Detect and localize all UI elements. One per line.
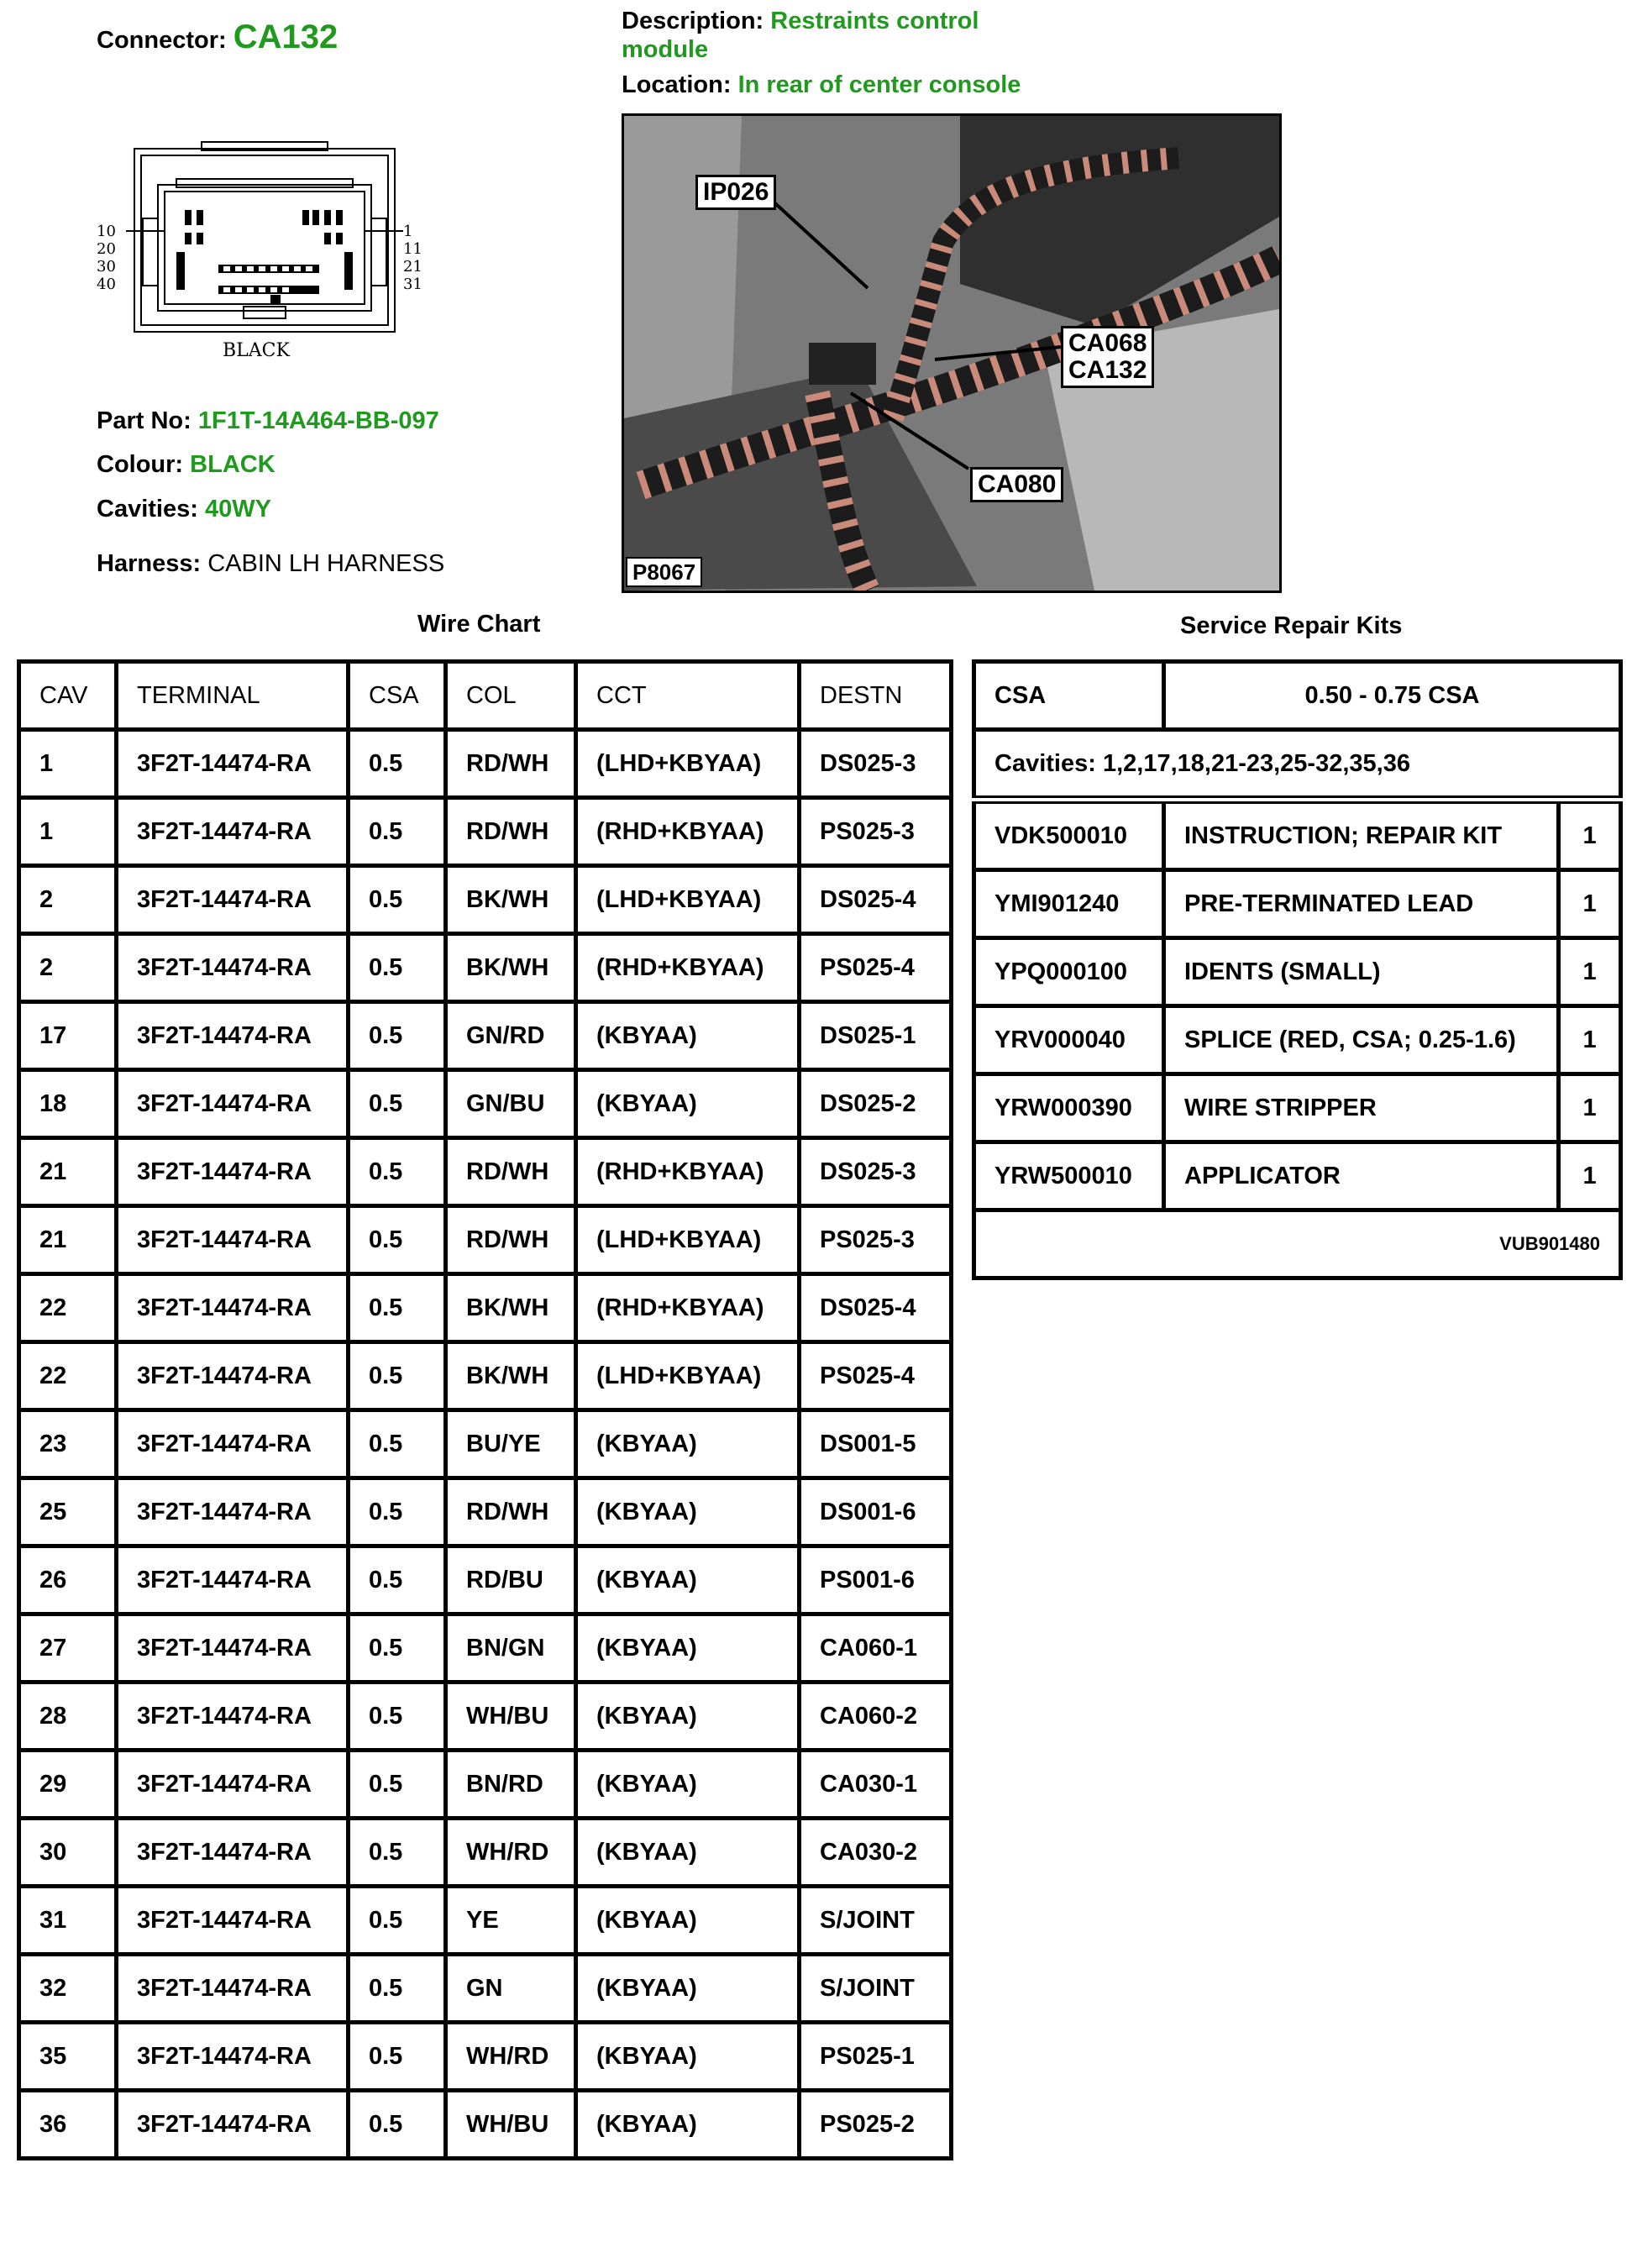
cell-csa: 0.5 xyxy=(349,866,446,934)
cell-destn: CA060-1 xyxy=(800,1614,952,1683)
cell-csa: 0.5 xyxy=(349,1206,446,1274)
cell-cav: 22 xyxy=(19,1274,117,1342)
description-value: Restraints control xyxy=(770,8,979,34)
cell-cct: (KBYAA) xyxy=(576,1478,800,1546)
cell-terminal: 3F2T-14474-RA xyxy=(117,1546,349,1614)
cell-col: RD/BU xyxy=(446,1546,576,1614)
cell-csa: 0.5 xyxy=(349,1410,446,1478)
part-no-label: Part No: xyxy=(97,407,192,434)
cell-csa: 0.5 xyxy=(349,730,446,798)
cell-csa: 0.5 xyxy=(349,1342,446,1410)
cell-csa: 0.5 xyxy=(349,1887,446,1955)
kit-part-number: YRW000390 xyxy=(974,1074,1164,1142)
kits-cavities: Cavities: 1,2,17,18,21-23,25-32,35,36 xyxy=(974,730,1621,801)
cell-csa: 0.5 xyxy=(349,1478,446,1546)
kits-footer-row xyxy=(974,1210,1621,1278)
cell-csa: 0.5 xyxy=(349,1070,446,1138)
cell-terminal: 3F2T-14474-RA xyxy=(117,1683,349,1751)
cell-destn: S/JOINT xyxy=(800,1887,952,1955)
pin-number: 10 xyxy=(97,223,116,240)
cell-csa: 0.5 xyxy=(349,1751,446,1819)
kit-part-number: YRV000040 xyxy=(974,1006,1164,1074)
cell-destn: PS025-4 xyxy=(800,934,952,1002)
col-header-cav: CAV xyxy=(19,662,117,730)
cell-col: RD/WH xyxy=(446,1206,576,1274)
table-row xyxy=(19,1070,952,1138)
kit-quantity: 1 xyxy=(1559,870,1621,938)
kit-quantity: 1 xyxy=(1559,938,1621,1006)
cell-cav: 35 xyxy=(19,2023,117,2091)
cell-destn: PS025-3 xyxy=(800,798,952,866)
cell-cav: 17 xyxy=(19,1002,117,1070)
harness-value: CABIN LH HARNESS xyxy=(207,550,445,577)
cell-cav: 2 xyxy=(19,934,117,1002)
table-row xyxy=(19,2091,952,2159)
cell-cct: (RHD+KBYAA) xyxy=(576,934,800,1002)
kit-part-number: VDK500010 xyxy=(974,800,1164,870)
cell-col: RD/WH xyxy=(446,730,576,798)
table-row xyxy=(19,1887,952,1955)
repair-kits-body xyxy=(974,662,1621,1278)
kit-part-number: YMI901240 xyxy=(974,870,1164,938)
table-row xyxy=(974,1006,1621,1074)
cell-cav: 21 xyxy=(19,1206,117,1274)
pin-numbers-left xyxy=(97,223,116,293)
kits-cavities-row xyxy=(974,730,1621,801)
kit-description: APPLICATOR xyxy=(1164,1142,1559,1210)
table-row xyxy=(974,1142,1621,1210)
pin-number: 1 xyxy=(403,223,413,240)
kit-description: PRE-TERMINATED LEAD xyxy=(1164,870,1559,938)
cell-col: BK/WH xyxy=(446,1342,576,1410)
connector-value: CA132 xyxy=(233,18,338,55)
cell-cav: 30 xyxy=(19,1819,117,1887)
cell-destn: DS001-5 xyxy=(800,1410,952,1478)
table-row xyxy=(19,1683,952,1751)
location xyxy=(622,71,1021,99)
cell-cct: (RHD+KBYAA) xyxy=(576,798,800,866)
cell-cav: 2 xyxy=(19,866,117,934)
pin-number: 20 xyxy=(97,240,116,258)
cell-col: WH/BU xyxy=(446,2091,576,2159)
cell-cct: (LHD+KBYAA) xyxy=(576,1206,800,1274)
kit-description: INSTRUCTION; REPAIR KIT xyxy=(1164,800,1559,870)
pin-numbers-right xyxy=(403,223,422,293)
table-row xyxy=(19,866,952,934)
harness-label: Harness: xyxy=(97,550,202,577)
cell-csa: 0.5 xyxy=(349,1614,446,1683)
cell-destn: PS025-1 xyxy=(800,2023,952,2091)
cell-terminal: 3F2T-14474-RA xyxy=(117,1887,349,1955)
kit-description: IDENTS (SMALL) xyxy=(1164,938,1559,1006)
kit-description: SPLICE (RED, CSA; 0.25-1.6) xyxy=(1164,1006,1559,1074)
cell-terminal: 3F2T-14474-RA xyxy=(117,1206,349,1274)
cell-cct: (KBYAA) xyxy=(576,1546,800,1614)
cell-cct: (KBYAA) xyxy=(576,1410,800,1478)
cell-terminal: 3F2T-14474-RA xyxy=(117,866,349,934)
cell-cct: (KBYAA) xyxy=(576,1002,800,1070)
colour xyxy=(97,451,275,479)
cell-col: RD/WH xyxy=(446,1478,576,1546)
table-row xyxy=(974,1074,1621,1142)
cell-cav: 28 xyxy=(19,1683,117,1751)
table-row xyxy=(974,800,1621,870)
cell-csa: 0.5 xyxy=(349,1546,446,1614)
cell-cav: 29 xyxy=(19,1751,117,1819)
cell-terminal: 3F2T-14474-RA xyxy=(117,1955,349,2023)
cell-cct: (LHD+KBYAA) xyxy=(576,1342,800,1410)
cell-terminal: 3F2T-14474-RA xyxy=(117,730,349,798)
cavities-label: Cavities: xyxy=(97,496,198,522)
cell-csa: 0.5 xyxy=(349,934,446,1002)
wire-chart-body xyxy=(19,730,952,2159)
cell-terminal: 3F2T-14474-RA xyxy=(117,1002,349,1070)
cell-col: WH/RD xyxy=(446,2023,576,2091)
cell-col: GN/RD xyxy=(446,1002,576,1070)
cell-cct: (LHD+KBYAA) xyxy=(576,866,800,934)
table-row xyxy=(19,1546,952,1614)
cell-destn: PS025-2 xyxy=(800,2091,952,2159)
cell-cct: (LHD+KBYAA) xyxy=(576,730,800,798)
cell-csa: 0.5 xyxy=(349,1955,446,2023)
cell-destn: DS025-1 xyxy=(800,1002,952,1070)
table-row xyxy=(19,1955,952,2023)
cell-terminal: 3F2T-14474-RA xyxy=(117,798,349,866)
cell-terminal: 3F2T-14474-RA xyxy=(117,1274,349,1342)
cell-cav: 1 xyxy=(19,798,117,866)
table-row xyxy=(19,1002,952,1070)
cell-cct: (KBYAA) xyxy=(576,1683,800,1751)
cell-terminal: 3F2T-14474-RA xyxy=(117,1478,349,1546)
callout-ca068: CA068 xyxy=(1068,329,1147,357)
table-row xyxy=(19,1274,952,1342)
description xyxy=(622,7,979,64)
cell-csa: 0.5 xyxy=(349,1683,446,1751)
kits-csa-value: 0.50 - 0.75 CSA xyxy=(1164,662,1621,730)
pin-number: 31 xyxy=(403,276,422,293)
table-row xyxy=(19,1819,952,1887)
table-row xyxy=(19,1478,952,1546)
table-row xyxy=(974,870,1621,938)
cell-cct: (KBYAA) xyxy=(576,2023,800,2091)
location-value: In rear of center console xyxy=(737,71,1021,98)
cell-col: WH/RD xyxy=(446,1819,576,1887)
pin-number: 40 xyxy=(97,276,116,293)
cell-destn: DS025-2 xyxy=(800,1070,952,1138)
cell-cav: 25 xyxy=(19,1478,117,1546)
wire-chart-table xyxy=(17,659,953,2160)
col-header-terminal: TERMINAL xyxy=(117,662,349,730)
cell-cct: (KBYAA) xyxy=(576,1751,800,1819)
cell-col: BK/WH xyxy=(446,866,576,934)
cell-terminal: 3F2T-14474-RA xyxy=(117,934,349,1002)
cell-destn: DS025-4 xyxy=(800,1274,952,1342)
cell-cav: 22 xyxy=(19,1342,117,1410)
cell-cav: 31 xyxy=(19,1887,117,1955)
repair-kits-title: Service Repair Kits xyxy=(1180,612,1403,639)
cell-csa: 0.5 xyxy=(349,1138,446,1206)
location-photo xyxy=(622,113,1282,593)
cell-csa: 0.5 xyxy=(349,2091,446,2159)
pin-number: 30 xyxy=(97,258,116,276)
cell-terminal: 3F2T-14474-RA xyxy=(117,1410,349,1478)
wire-chart-title: Wire Chart xyxy=(417,611,541,638)
cell-cav: 1 xyxy=(19,730,117,798)
cell-csa: 0.5 xyxy=(349,1274,446,1342)
wire-chart-header-row xyxy=(19,662,952,730)
cell-cav: 36 xyxy=(19,2091,117,2159)
cell-terminal: 3F2T-14474-RA xyxy=(117,1751,349,1819)
cell-cav: 26 xyxy=(19,1546,117,1614)
table-row xyxy=(19,2023,952,2091)
callout-ca132: CA132 xyxy=(1068,356,1147,384)
cell-cct: (KBYAA) xyxy=(576,1887,800,1955)
photo-id: P8067 xyxy=(626,557,702,587)
kits-csa-label: CSA xyxy=(974,662,1164,730)
cell-cct: (KBYAA) xyxy=(576,1819,800,1887)
kits-csa-row xyxy=(974,662,1621,730)
kit-quantity: 1 xyxy=(1559,1074,1621,1142)
table-row xyxy=(19,934,952,1002)
callout-ca068-ca132 xyxy=(1061,326,1154,388)
cell-destn: S/JOINT xyxy=(800,1955,952,2023)
cell-terminal: 3F2T-14474-RA xyxy=(117,2091,349,2159)
connector-colour-caption: BLACK xyxy=(223,340,290,361)
cell-destn: DS025-3 xyxy=(800,730,952,798)
table-row xyxy=(19,1614,952,1683)
cell-destn: PS025-4 xyxy=(800,1342,952,1410)
cell-terminal: 3F2T-14474-RA xyxy=(117,2023,349,2091)
cell-cav: 27 xyxy=(19,1614,117,1683)
cell-col: BN/GN xyxy=(446,1614,576,1683)
kit-quantity: 1 xyxy=(1559,800,1621,870)
cell-destn: CA030-1 xyxy=(800,1751,952,1819)
cell-terminal: 3F2T-14474-RA xyxy=(117,1614,349,1683)
connector-label: Connector: xyxy=(97,27,227,54)
table-row xyxy=(19,798,952,866)
cell-terminal: 3F2T-14474-RA xyxy=(117,1819,349,1887)
cell-col: GN/BU xyxy=(446,1070,576,1138)
cell-csa: 0.5 xyxy=(349,2023,446,2091)
cell-cav: 32 xyxy=(19,1955,117,2023)
cell-col: RD/WH xyxy=(446,798,576,866)
cell-csa: 0.5 xyxy=(349,798,446,866)
cell-terminal: 3F2T-14474-RA xyxy=(117,1138,349,1206)
cell-destn: DS001-6 xyxy=(800,1478,952,1546)
col-header-destn: DESTN xyxy=(800,662,952,730)
pin-number: 21 xyxy=(403,258,422,276)
colour-label: Colour: xyxy=(97,451,184,478)
cell-terminal: 3F2T-14474-RA xyxy=(117,1070,349,1138)
cell-destn: PS001-6 xyxy=(800,1546,952,1614)
table-row xyxy=(19,730,952,798)
kit-description: WIRE STRIPPER xyxy=(1164,1074,1559,1142)
cell-terminal: 3F2T-14474-RA xyxy=(117,1342,349,1410)
col-header-col: COL xyxy=(446,662,576,730)
part-no-value: 1F1T-14A464-BB-097 xyxy=(197,407,439,434)
cell-cct: (RHD+KBYAA) xyxy=(576,1274,800,1342)
cell-destn: DS025-4 xyxy=(800,866,952,934)
table-row xyxy=(19,1206,952,1274)
table-row xyxy=(19,1410,952,1478)
cell-destn: CA030-2 xyxy=(800,1819,952,1887)
kit-quantity: 1 xyxy=(1559,1006,1621,1074)
repair-kits-table xyxy=(972,659,1623,1280)
kit-part-number: YPQ000100 xyxy=(974,938,1164,1006)
description-value-cont: module xyxy=(622,36,709,63)
pin-number: 11 xyxy=(403,240,422,258)
table-row xyxy=(974,938,1621,1006)
cell-cav: 21 xyxy=(19,1138,117,1206)
kit-quantity: 1 xyxy=(1559,1142,1621,1210)
cell-csa: 0.5 xyxy=(349,1002,446,1070)
table-row xyxy=(19,1751,952,1819)
cell-destn: DS025-3 xyxy=(800,1138,952,1206)
cavities xyxy=(97,496,271,523)
kits-footer-code: VUB901480 xyxy=(974,1210,1621,1278)
cell-cct: (KBYAA) xyxy=(576,1614,800,1683)
cell-col: RD/WH xyxy=(446,1138,576,1206)
cell-cct: (KBYAA) xyxy=(576,2091,800,2159)
cell-cct: (RHD+KBYAA) xyxy=(576,1138,800,1206)
location-label: Location: xyxy=(622,71,732,98)
connector-face-icon xyxy=(92,139,445,374)
kit-part-number: YRW500010 xyxy=(974,1142,1164,1210)
colour-value: BLACK xyxy=(190,451,275,478)
cell-col: WH/BU xyxy=(446,1683,576,1751)
table-row xyxy=(19,1342,952,1410)
table-row xyxy=(19,1138,952,1206)
connector-heading xyxy=(97,18,338,56)
cell-destn: CA060-2 xyxy=(800,1683,952,1751)
part-no xyxy=(97,407,439,435)
cell-cct: (KBYAA) xyxy=(576,1070,800,1138)
cell-col: GN xyxy=(446,1955,576,2023)
cell-col: BK/WH xyxy=(446,934,576,1002)
cell-cav: 18 xyxy=(19,1070,117,1138)
cell-cct: (KBYAA) xyxy=(576,1955,800,2023)
cell-col: BN/RD xyxy=(446,1751,576,1819)
cell-csa: 0.5 xyxy=(349,1819,446,1887)
cell-col: YE xyxy=(446,1887,576,1955)
description-label: Description: xyxy=(622,8,764,34)
cell-col: BK/WH xyxy=(446,1274,576,1342)
col-header-cct: CCT xyxy=(576,662,800,730)
cell-cav: 23 xyxy=(19,1410,117,1478)
cell-col: BU/YE xyxy=(446,1410,576,1478)
connector-diagram xyxy=(92,139,445,374)
callout-ca080: CA080 xyxy=(970,467,1063,502)
harness xyxy=(97,550,444,578)
callout-ip026: IP026 xyxy=(695,175,776,210)
col-header-csa: CSA xyxy=(349,662,446,730)
cavities-value: 40WY xyxy=(204,496,271,522)
cell-destn: PS025-3 xyxy=(800,1206,952,1274)
